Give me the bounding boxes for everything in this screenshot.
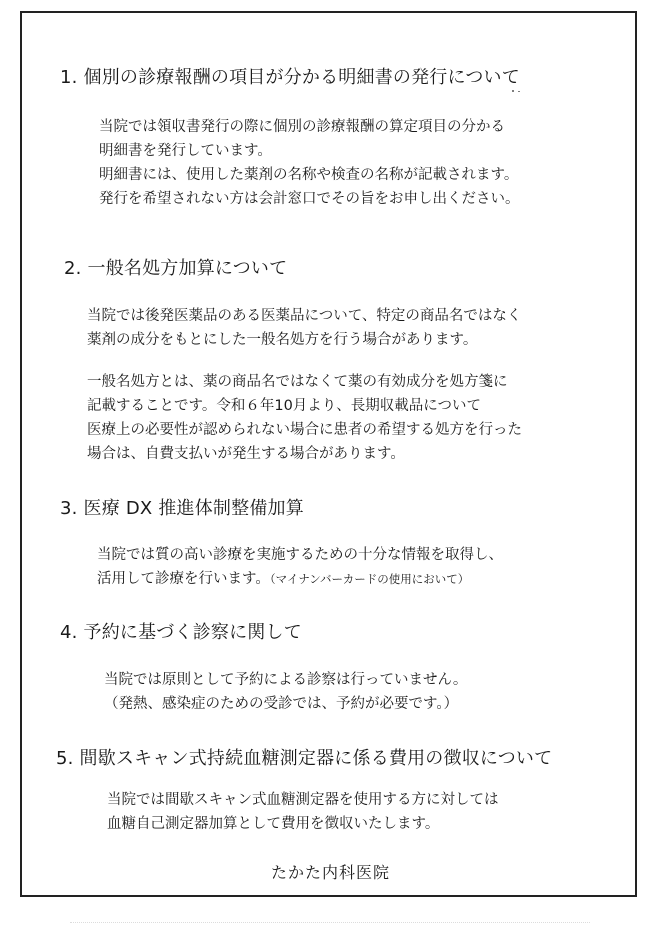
scan-speck — [518, 91, 520, 92]
section-2-paragraph-2 — [87, 370, 522, 466]
text-line: 明細書を発行しています。 — [99, 143, 272, 159]
text-line: 当院では原則として予約による診察は行っていません。 — [104, 672, 468, 688]
section-5-paragraph — [107, 788, 499, 836]
scan-speck — [512, 90, 514, 92]
text-line: 当院では質の高い診療を実施するための十分な情報を取得し、 — [97, 547, 503, 563]
section-1-heading: 1. 個別の診療報酬の項目が分かる明細書の発行について — [60, 67, 520, 88]
section-1-paragraph — [99, 115, 520, 211]
text-line: 当院では後発医薬品のある医薬品について、特定の商品名ではなく — [87, 308, 522, 324]
text-line: 記載することです。令和６年10月より、長期収載品について — [87, 398, 481, 414]
text-line: 場合は、自費支払いが発生する場合があります。 — [87, 446, 405, 462]
section-3-paragraph — [97, 543, 503, 591]
section-4-heading: 4. 予約に基づく診察に関して — [60, 622, 302, 643]
text-line: 発行を希望されない方は会計窓口でその旨をお申し出ください。 — [99, 191, 520, 207]
section-5-heading: 5. 間歇スキャン式持続血糖測定器に係る費用の徴収について — [56, 748, 553, 769]
scan-artifact — [70, 922, 590, 927]
section-4-paragraph — [104, 668, 467, 716]
text-line: 一般名処方とは、薬の商品名ではなくて薬の有効成分を処方箋に — [87, 374, 508, 390]
text-line: 薬剤の成分をもとにした一般名処方を行う場合があります。 — [87, 332, 478, 348]
clinic-name: たかた内科医院 — [270, 863, 390, 882]
text-line: 血糖自己測定器加算として費用を徴収いたします。 — [107, 816, 440, 832]
text-fragment: 活用して診療を行います。 — [97, 571, 270, 587]
text-line: 医療上の必要性が認められない場合に患者の希望する処方を行った — [87, 422, 522, 438]
text-line: （発熱、感染症のための受診では、予約が必要です。） — [104, 696, 459, 712]
text-line — [97, 567, 503, 591]
usage-note: （マイナンバーカードの使用において） — [269, 572, 470, 586]
text-line: 当院では間歇スキャン式血糖測定器を使用する方に対しては — [107, 792, 499, 808]
section-2-paragraph-1 — [87, 304, 521, 352]
section-3-heading: 3. 医療 DX 推進体制整備加算 — [60, 498, 304, 519]
section-2-heading: 2. 一般名処方加算について — [64, 258, 288, 279]
text-line: 当院では領収書発行の際に個別の診療報酬の算定項目の分かる — [99, 119, 505, 135]
text-line: 明細書には、使用した薬剤の名称や検査の名称が記載されます。 — [99, 167, 519, 183]
